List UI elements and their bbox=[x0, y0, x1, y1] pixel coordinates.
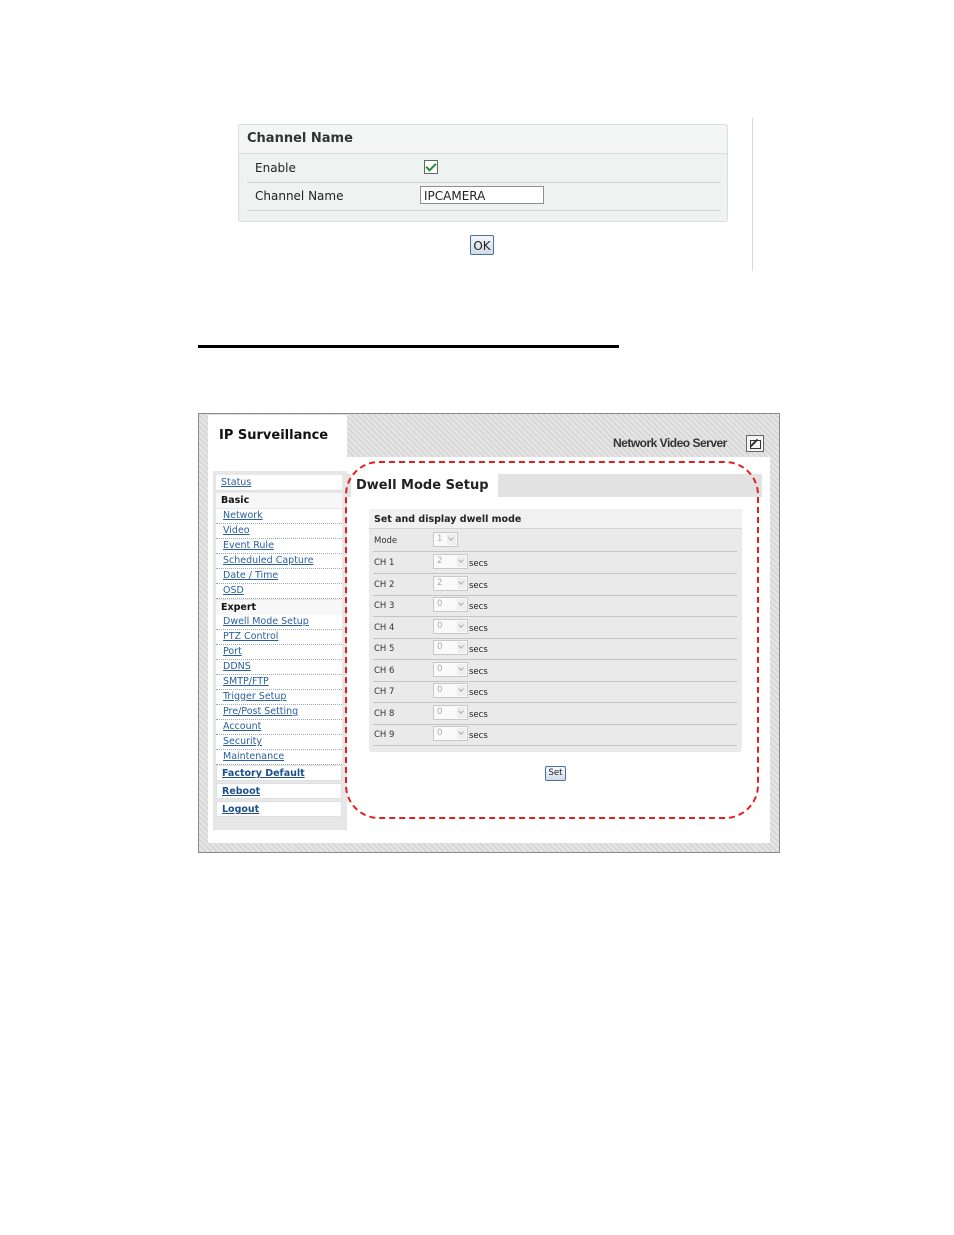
secs-unit: secs bbox=[469, 731, 488, 741]
enable-label: Enable bbox=[255, 161, 296, 175]
sidebar-item-network[interactable]: Network bbox=[216, 509, 342, 524]
set-button[interactable]: Set bbox=[545, 766, 566, 781]
channel-dwell-select[interactable] bbox=[433, 554, 468, 569]
chevron-down-icon bbox=[457, 728, 466, 739]
mode-select[interactable] bbox=[433, 532, 458, 547]
channel-label: CH 2 bbox=[374, 580, 395, 590]
chevron-down-icon bbox=[447, 534, 456, 545]
channel-dwell-value: 0 bbox=[437, 707, 443, 717]
dwell-panel-title: Set and display dwell mode bbox=[374, 514, 522, 525]
channel-label: CH 3 bbox=[374, 601, 395, 611]
secs-unit: secs bbox=[469, 581, 488, 591]
channel-dwell-value: 0 bbox=[437, 621, 443, 631]
secs-unit: secs bbox=[469, 624, 488, 634]
channel-dwell-value: 0 bbox=[437, 728, 443, 738]
server-name: Network Video Server bbox=[613, 436, 727, 450]
section-divider bbox=[198, 345, 619, 348]
chevron-down-icon bbox=[457, 621, 466, 632]
sidebar-item-maintenance[interactable]: Maintenance bbox=[216, 750, 342, 765]
secs-unit: secs bbox=[469, 667, 488, 677]
secs-unit: secs bbox=[469, 602, 488, 612]
channel-dwell-select[interactable] bbox=[433, 619, 468, 634]
channel-label: CH 9 bbox=[374, 730, 395, 740]
vertical-divider bbox=[752, 118, 753, 271]
mode-label: Mode bbox=[374, 536, 398, 546]
channel-label: CH 4 bbox=[374, 623, 395, 633]
secs-unit: secs bbox=[469, 645, 488, 655]
chevron-down-icon bbox=[457, 599, 466, 610]
sidebar-item-ptz-control[interactable]: PTZ Control bbox=[216, 630, 342, 645]
channel-row bbox=[373, 638, 737, 660]
sidebar-item-factory-default[interactable]: Factory Default bbox=[216, 765, 342, 781]
channel-dwell-select[interactable] bbox=[433, 705, 468, 720]
secs-unit: secs bbox=[469, 559, 488, 569]
sidebar-item-trigger-setup[interactable]: Trigger Setup bbox=[216, 690, 342, 705]
channel-dwell-select[interactable] bbox=[433, 726, 468, 741]
channel-dwell-select[interactable] bbox=[433, 640, 468, 655]
channel-dwell-value: 2 bbox=[437, 556, 443, 566]
channel-name-panel bbox=[238, 124, 728, 222]
chevron-down-icon bbox=[457, 578, 466, 589]
channel-dwell-select[interactable] bbox=[433, 662, 468, 677]
channel-dwell-value: 0 bbox=[437, 664, 443, 674]
channel-name-panel-header bbox=[239, 125, 727, 154]
app-title: IP Surveillance bbox=[219, 428, 329, 443]
channel-row bbox=[373, 552, 737, 574]
ok-button[interactable]: OK bbox=[470, 235, 494, 255]
channel-dwell-value: 0 bbox=[437, 599, 443, 609]
channel-dwell-value: 2 bbox=[437, 578, 443, 588]
dwell-panel-header bbox=[369, 509, 742, 529]
channel-dwell-value: 0 bbox=[437, 685, 443, 695]
chevron-down-icon bbox=[457, 642, 466, 653]
channel-name-row bbox=[247, 183, 721, 211]
page-title: Dwell Mode Setup bbox=[356, 478, 489, 493]
channel-row bbox=[373, 660, 737, 682]
channel-label: CH 7 bbox=[374, 687, 395, 697]
chevron-down-icon bbox=[457, 556, 466, 567]
sidebar-item-ddns[interactable]: DDNS bbox=[216, 660, 342, 675]
sidebar-section-expert: Expert bbox=[216, 600, 342, 615]
channel-label: CH 5 bbox=[374, 644, 395, 654]
sidebar-item-security[interactable]: Security bbox=[216, 735, 342, 750]
channel-label: CH 6 bbox=[374, 666, 395, 676]
sidebar-section-basic: Basic bbox=[216, 493, 342, 508]
channel-row bbox=[373, 574, 737, 596]
sidebar-item-smtp-ftp[interactable]: SMTP/FTP bbox=[216, 675, 342, 690]
enable-checkbox[interactable] bbox=[424, 160, 438, 174]
channel-row bbox=[373, 617, 737, 639]
channel-name-input[interactable]: IPCAMERA bbox=[420, 186, 544, 204]
sidebar-item-reboot[interactable]: Reboot bbox=[216, 783, 342, 799]
sidebar-item-dwell-mode-setup[interactable]: Dwell Mode Setup bbox=[216, 615, 342, 630]
sidebar-item-video[interactable]: Video bbox=[216, 524, 342, 539]
secs-unit: secs bbox=[469, 710, 488, 720]
dwell-mode-panel bbox=[369, 509, 742, 752]
channel-name-panel-title: Channel Name bbox=[247, 131, 353, 146]
edit-icon[interactable] bbox=[746, 435, 764, 452]
sidebar-item-osd[interactable]: OSD bbox=[216, 584, 342, 599]
sidebar-item-event-rule[interactable]: Event Rule bbox=[216, 539, 342, 554]
sidebar-item-date-time[interactable]: Date / Time bbox=[216, 569, 342, 584]
chevron-down-icon bbox=[457, 664, 466, 675]
enable-row bbox=[247, 155, 721, 183]
secs-unit: secs bbox=[469, 688, 488, 698]
channel-dwell-select[interactable] bbox=[433, 576, 468, 591]
channel-name-label: Channel Name bbox=[255, 189, 344, 203]
mode-select-value: 1 bbox=[437, 534, 443, 544]
sidebar-item-pre-post-setting[interactable]: Pre/Post Setting bbox=[216, 705, 342, 720]
chevron-down-icon bbox=[457, 707, 466, 718]
sidebar-item-account[interactable]: Account bbox=[216, 720, 342, 735]
channel-label: CH 1 bbox=[374, 558, 395, 568]
channel-dwell-value: 0 bbox=[437, 642, 443, 652]
channel-row bbox=[373, 724, 737, 746]
channel-dwell-select[interactable] bbox=[433, 683, 468, 698]
sidebar-item-port[interactable]: Port bbox=[216, 645, 342, 660]
channel-row bbox=[373, 681, 737, 703]
channel-label: CH 8 bbox=[374, 709, 395, 719]
sidebar-item-logout[interactable]: Logout bbox=[216, 801, 342, 817]
channel-row bbox=[373, 703, 737, 725]
chevron-down-icon bbox=[457, 685, 466, 696]
sidebar-item-scheduled-capture[interactable]: Scheduled Capture bbox=[216, 554, 342, 569]
channel-dwell-select[interactable] bbox=[433, 597, 468, 612]
mode-row bbox=[373, 530, 737, 552]
sidebar-item-status[interactable]: Status bbox=[216, 475, 342, 491]
channel-row bbox=[373, 595, 737, 617]
